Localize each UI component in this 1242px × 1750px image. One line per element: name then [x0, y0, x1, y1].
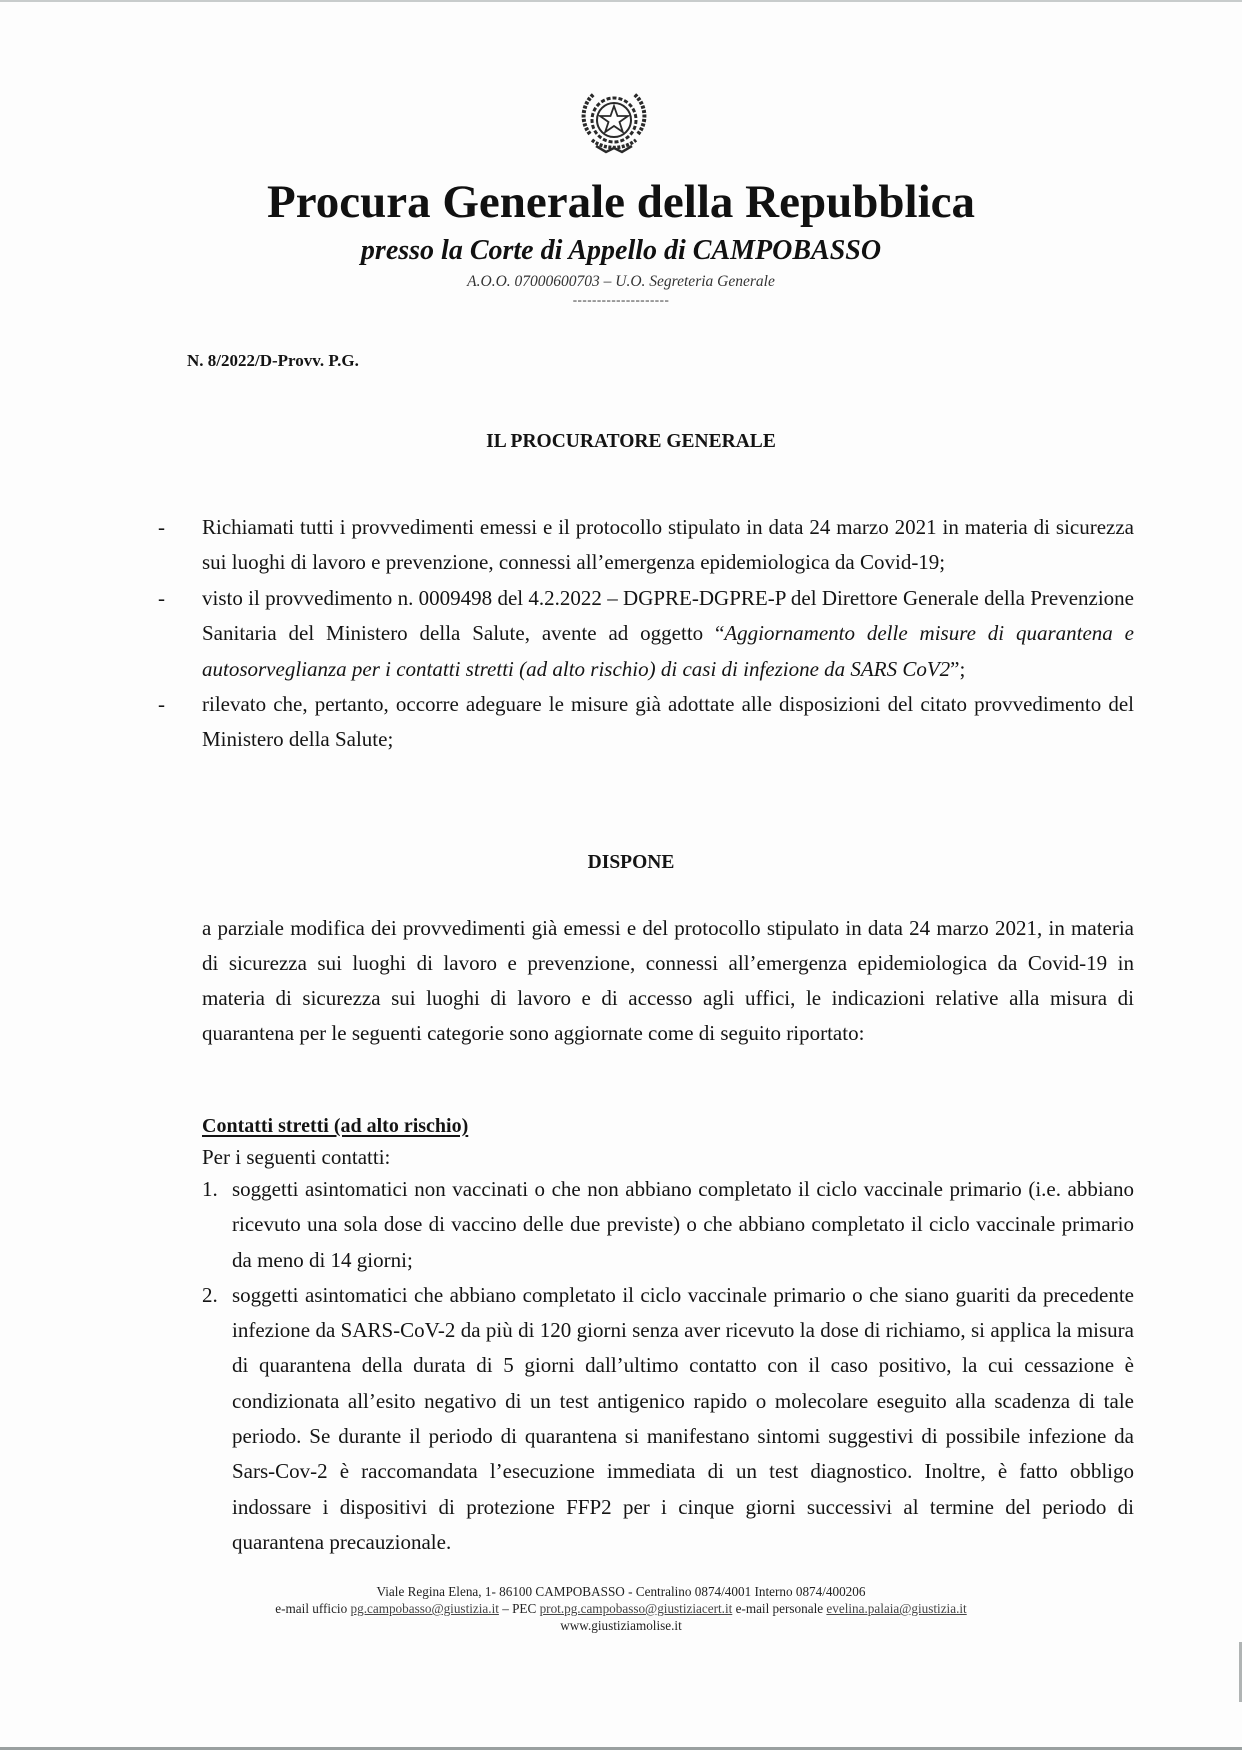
section-intro: Per i seguenti contatti: — [202, 1145, 391, 1169]
protocol-number: N. 8/2022/D-Provv. P.G. — [187, 351, 359, 370]
premise-item — [158, 510, 1134, 581]
heading-dispone: DISPONE — [587, 852, 675, 873]
dash-bullet: - — [158, 515, 165, 539]
footer-address: Viale Regina Elena, 1- 86100 CAMPOBASSO - Centralino 0874/4001 Interno 0874/400206 — [376, 1584, 866, 1599]
contacts-list-item — [202, 1172, 1134, 1278]
pec-link[interactable]: prot.pg.campobasso@giustiziacert.it — [539, 1601, 733, 1616]
email-personal-label: e-mail personale — [732, 1601, 827, 1616]
premises-list — [158, 510, 1134, 758]
document-subtitle: presso la Corte di Appello di CAMPOBASSO — [360, 235, 882, 266]
document-title: Procura Generale della Repubblica — [267, 176, 975, 228]
email-office-label: e-mail ufficio — [275, 1601, 351, 1616]
premise-quoted-title: Aggiornamento delle misure di quarantena e autosorveglianza per i contatti stretti (ad alto rischio) di casi di infezione da SARS CoV2 — [202, 621, 1134, 681]
heading-procuratore-generale: IL PROCURATORE GENERALE — [486, 431, 776, 452]
footer-contacts — [0, 1600, 1242, 1617]
contacts-list-item — [202, 1278, 1134, 1560]
premise-text: visto il provvedimento n. 0009498 del 4.2.2022 – DGPRE-DGPRE-P del Direttore Generale della Prevenzione Sanitaria del Ministero della Salute, avente ad oggetto “ — [202, 585, 1134, 646]
email-office-link[interactable]: pg.campobasso@giustizia.it — [350, 1601, 499, 1616]
premise-item — [158, 687, 1134, 758]
premise-text-end: ”; — [950, 656, 966, 681]
item-number: 1. — [202, 1177, 218, 1201]
contacts-list — [202, 1172, 1134, 1560]
dash-bullet: - — [158, 692, 165, 717]
italian-republic-emblem-icon — [574, 82, 654, 162]
pec-label: – PEC — [498, 1601, 540, 1616]
item-text: soggetti asintomatici non vaccinati o che non abbiano completato il ciclo vaccinale primario (i.e. abbiano ricevuto una sola dose di vaccino delle due previste) o che abbiano completato il ciclo vaccinale primario da meno di 14 giorni; — [232, 1177, 1134, 1272]
footer-website[interactable]: www.giustiziamolise.it — [560, 1618, 682, 1633]
item-number: 2. — [202, 1282, 218, 1307]
premise-text: Richiamati tutti i provvedimenti emessi e il protocollo stipulato in data 24 marzo 2021 in materia di sicurezza sui luoghi di lavoro e prevenzione, connessi all’emergenza epidemiologica da Covid-19; — [202, 515, 1134, 575]
section-title-contatti-stretti: Contatti stretti (ad alto rischio) — [202, 1115, 469, 1137]
dispone-paragraph: a parziale modifica dei provvedimenti già emessi e del protocollo stipulato in data 24 marzo 2021, in materia di sicurezza sui luoghi di lavoro e prevenzione, connessi all’emergenza epidemiologica da Covid-19 in materia di sicurezza sui luoghi di lavoro e di accesso agli uffici, le indicazioni relative alla misura di quarantena per le seguenti categorie sono aggiornate come di seguito riportato: — [202, 916, 1134, 1045]
premise-item — [158, 581, 1134, 687]
item-text: soggetti asintomatici che abbiano completato il ciclo vaccinale primario o che siano guariti da precedente infezione da SARS-CoV-2 da più di 120 giorni senza aver ricevuto la dose di richiamo, si applica la misura di quarantena della durata di 5 giorni dall’ultimo contatto con il caso positivo, la cui cessazione è condizionata all’esito negativo di un test antigenico rapido o molecolare eseguito alla scadenza di tale periodo. Se durante il periodo di quarantena si manifestano sintomi suggestivi di possibile infezione da Sars-Cov-2 è raccomandata l’esecuzione immediata di un test diagnostico. Inoltre, è fatto obbligo indossare i dispositivi di protezione FFP2 per i cinque giorni successivi al termine del periodo di quarantena precauzionale. — [232, 1282, 1134, 1554]
dash-bullet: - — [158, 585, 165, 610]
header-separator: -------------------- — [572, 292, 670, 307]
aoo-line: A.O.O. 07000600703 – U.O. Segreteria Generale — [467, 273, 775, 290]
premise-text: rilevato che, pertanto, occorre adeguare le misure già adottate alle disposizioni del citato provvedimento del Ministero della Salute; — [202, 692, 1134, 752]
email-personal-link[interactable]: evelina.palaia@giustizia.it — [826, 1601, 967, 1616]
page-footer — [0, 1583, 1242, 1634]
